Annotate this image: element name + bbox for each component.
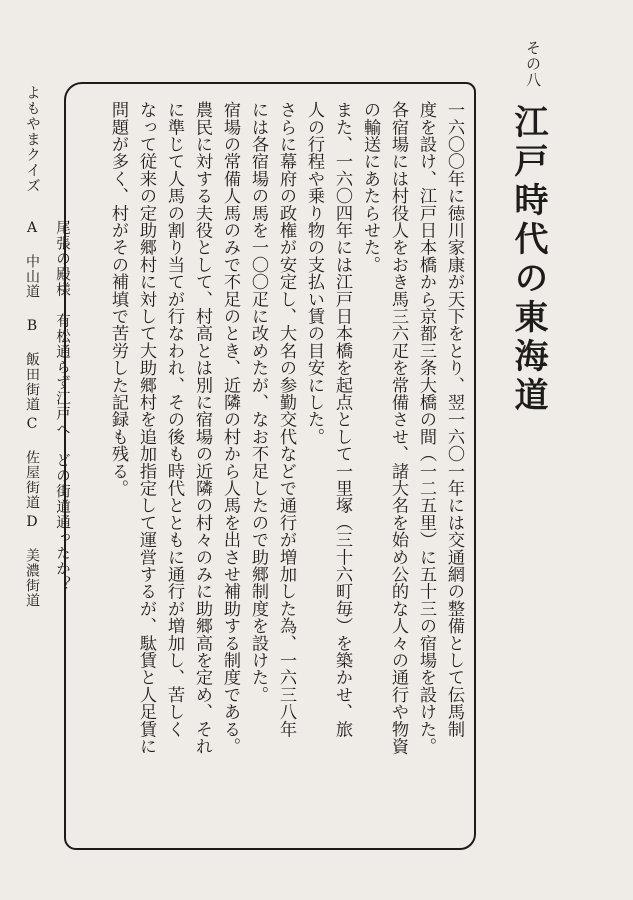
quiz-option-d: D 美濃街道 — [24, 514, 40, 608]
quiz-question: 尾張の殿様 有松通らず江戸へ どの街道通ったか？ — [54, 220, 70, 592]
quiz-option-b: B 飯田街道 — [24, 318, 40, 412]
body-line: の輸送にあたらせた。 — [360, 101, 380, 273]
page-title: 江戸時代の東海道 — [508, 104, 548, 416]
quiz-title: よもやまクイズ — [24, 85, 40, 194]
body-line: に準じて人馬の割り当てが行なわれ、その後も時代とともに通行が増加し、苦しく — [164, 101, 184, 738]
body-line: 度を設け、江戸日本橋から京都三条大橋の間（一二五里）に五十三の宿場を設けた。 — [416, 101, 436, 755]
body-line: また、一六〇四年には江戸日本橋を起点として一里塚（三十六町毎）を築かせ、旅 — [332, 101, 352, 738]
body-line: 各宿場には村役人をおき馬三六疋を常備させ、諸大名を始め公的な人々の通行や物資 — [388, 101, 408, 755]
body-text — [73, 101, 467, 841]
body-line: には各宿場の馬を一〇〇疋に改めたが、なお不足したので助郷制度を設けた。 — [248, 101, 268, 703]
quiz-option-a: A 中山道 — [24, 220, 40, 299]
body-line: 宿場の常備人馬のみで不足のとき、近隣の村から人馬を出させ補助する制度である。 — [220, 101, 240, 755]
section-label: その八 — [524, 40, 542, 88]
quiz-option-c: C 佐屋街道 — [24, 416, 40, 510]
body-line: 問題が多く、村がその補填で苦労した記録も残る。 — [108, 101, 128, 497]
body-line: さらに幕府の政権が安定し、大名の参勤交代などで通行が増加した為、一六三八年 — [276, 101, 296, 738]
body-line: なって従来の定助郷村に対して大助郷村を追加指定して運営するが、駄賃と人足賃に — [136, 101, 156, 755]
body-line: 農民に対する夫役として、村高とは別に宿場の近隣の村々のみに助郷高を定め、それ — [192, 101, 212, 755]
body-line: 一六〇〇年に徳川家康が天下をとり、翌一六〇一年には交通網の整備として伝馬制 — [444, 101, 464, 738]
body-line: 人の行程や乗り物の支払い賃の目安にした。 — [304, 101, 324, 445]
